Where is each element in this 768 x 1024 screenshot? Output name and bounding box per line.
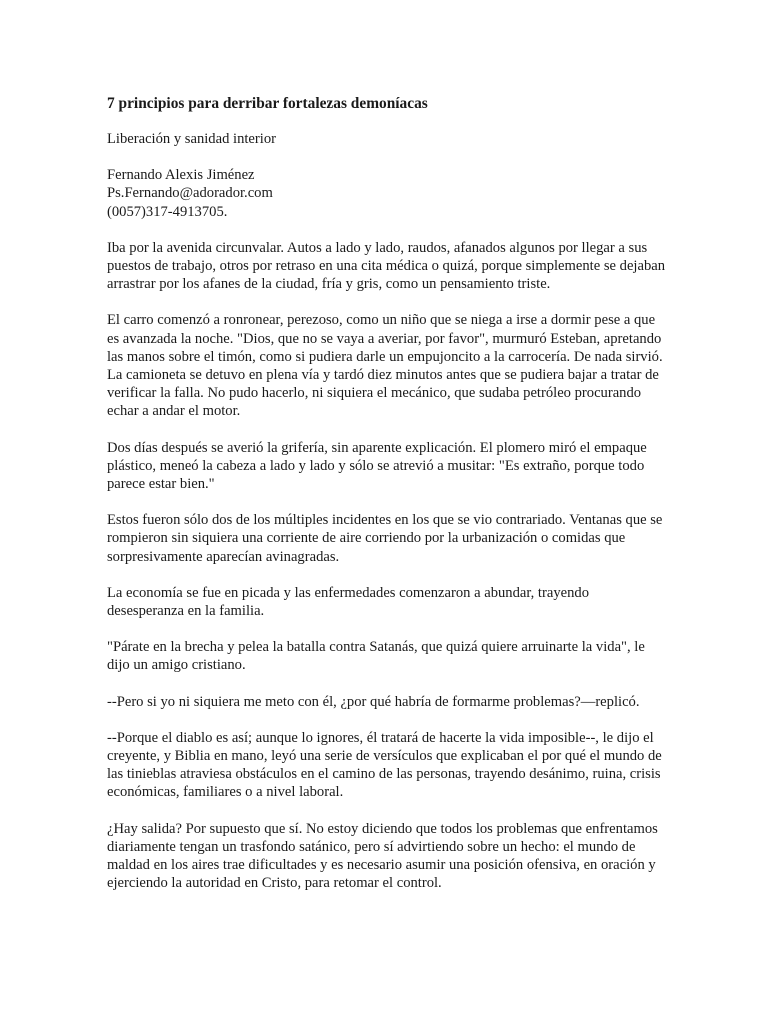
document-subtitle: Liberación y sanidad interior	[107, 131, 276, 147]
body-paragraph: Iba por la avenida circunvalar. Autos a lado y lado, raudos, afanados algunos por llegar a sus puestos de trabajo, otros por retraso en una cita médica o quizá, porque simplemente se dejaban arrastrar por los afanes de la ciudad, fría y gris, como un pensamiento triste.	[107, 239, 666, 293]
body-paragraph: ¿Hay salida? Por supuesto que sí. No estoy diciendo que todos los problemas que enfrentamos diariamente tengan un trasfondo satánico, pero sí advirtiendo sobre un hecho: el mundo de maldad en los aires trae dificultades y es necesario asumir una posición ofensiva, en oración y ejerciendo la autoridad en Cristo, para retomar el control.	[107, 820, 658, 892]
author-name: Fernando Alexis Jiménez	[107, 167, 255, 184]
body-paragraph: Estos fueron sólo dos de los múltiples incidentes en los que se vio contrariado. Ventanas que se rompieron sin siquiera una corriente de aire corriendo por la urbanización o comidas que sorpresivamente aparecían avinagradas.	[107, 512, 663, 565]
body-paragraph: --Pero si yo ni siquiera me meto con él, ¿por qué habría de formarme problemas?—replicó.	[107, 693, 640, 710]
author-phone: (0057)317-4913705.	[107, 203, 228, 220]
body-paragraph: La economía se fue en picada y las enfermedades comenzaron a abundar, trayendo desesperanza en la familia.	[107, 584, 589, 620]
body-paragraph: Dos días después se averió la grifería, sin aparente explicación. El plomero miró el empaque plástico, meneó la cabeza a lado y lado y sólo se atrevió a musitar: "Es extraño, porque todo parece estar bien."	[107, 439, 647, 493]
body-paragraph: --Porque el diablo es así; aunque lo ignores, él tratará de hacerte la vida imposible--, le dijo el creyente, y Biblia en mano, leyó una serie de versículos que explicaban el por qué el mundo de las tinieblas atraviesa obstáculos en el camino de las personas, trayendo desánimo, ruina, crisis económicas, familiares o a nivel laboral.	[107, 729, 662, 801]
document-title: 7 principios para derribar fortalezas demoníacas	[107, 95, 428, 112]
body-paragraph: El carro comenzó a ronronear, perezoso, como un niño que se niega a irse a dormir pese a que es avanzada la noche. "Dios, que no se vaya a averiar, por favor", murmuró Esteban, apretando las manos sobre el timón, como si pudiera darle un empujoncito a la carrocería. De nada sirvió. La camioneta se detuvo en plena vía y tardó diez minutos antes que se pudiera bajar a tratar de verificar la falla. No pudo hacerlo, ni siquiera el mecánico, que sudaba petróleo procurando echar a andar el motor.	[107, 312, 663, 420]
author-email: Ps.Fernando@adorador.com	[107, 185, 273, 202]
body-paragraph: "Párate en la brecha y pelea la batalla contra Satanás, que quizá quiere arruinarte la vida", le dijo un amigo cristiano.	[107, 639, 645, 674]
author-block	[107, 166, 668, 221]
